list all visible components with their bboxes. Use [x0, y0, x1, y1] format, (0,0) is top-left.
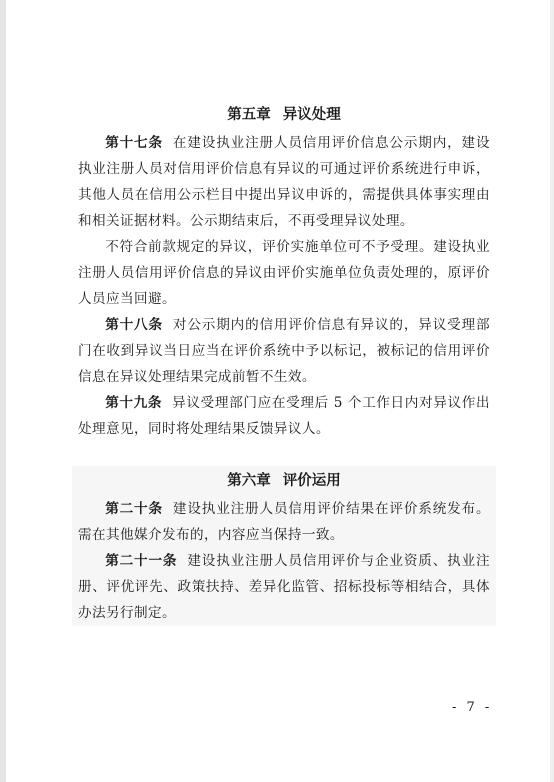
article-17-label: 第十七条: [105, 135, 163, 151]
article-20-text: 建设执业注册人员信用评价结果在评价系统发布。需在其他媒介发布的，内容应当保持一致。: [78, 501, 490, 543]
article-17: [78, 130, 490, 234]
page-content: [78, 100, 490, 626]
page-number: - 7 -: [452, 700, 493, 715]
scan-edge-left: [0, 0, 6, 782]
chapter-6-heading: [78, 466, 490, 496]
scan-edge-right: [550, 0, 554, 782]
article-17-paragraph-2-text: 不符合前款规定的异议，评价实施单位可不予受理。建设执业注册人员信用评价信息的异议由评价实施单位负责处理的，原评价人员应当回避。: [78, 239, 490, 307]
article-21-label: 第二十一条: [105, 553, 178, 569]
article-18: [78, 312, 490, 390]
article-19-text: 异议受理部门应在受理后 5 个工作日内对异议作出处理意见，同时将处理结果反馈异议人。: [78, 395, 491, 437]
article-18-text: 对公示期内的信用评价信息有异议的，异议受理部门在收到异议当日应当在评价系统中予以标记，被标记的信用评价信息在异议处理结果完成前暂不生效。: [78, 317, 490, 385]
article-17-text: 在建设执业注册人员信用评价信息公示期内，建设执业注册人员对信用评价信息有异议的可通过评价系统进行申诉，其他人员在信用公示栏目中提出异议申诉的，需提供具体事实理由和相关证据材料。公示期结束后，不再受理异议处理。: [78, 135, 490, 229]
article-21-text: 建设执业注册人员信用评价与企业资质、执业注册、评优评先、政策扶持、差异化监管、招标投标等相结合，具体办法另行制定。: [78, 553, 491, 621]
article-20: [78, 496, 490, 548]
article-20-label: 第二十条: [105, 501, 163, 517]
article-19-label: 第十九条: [105, 395, 163, 411]
chapter-5-number: 第五章: [227, 106, 271, 123]
article-21: [78, 548, 490, 626]
chapter-6-number: 第六章: [227, 472, 271, 489]
article-18-label: 第十八条: [105, 317, 163, 333]
article-17-paragraph-2: [78, 234, 490, 312]
chapter-5-heading: [78, 100, 490, 130]
article-19: [78, 390, 490, 442]
chapter-6-title: 评价运用: [282, 472, 341, 489]
chapter-6-section: [72, 466, 496, 626]
chapter-5-title: 异议处理: [282, 106, 341, 123]
